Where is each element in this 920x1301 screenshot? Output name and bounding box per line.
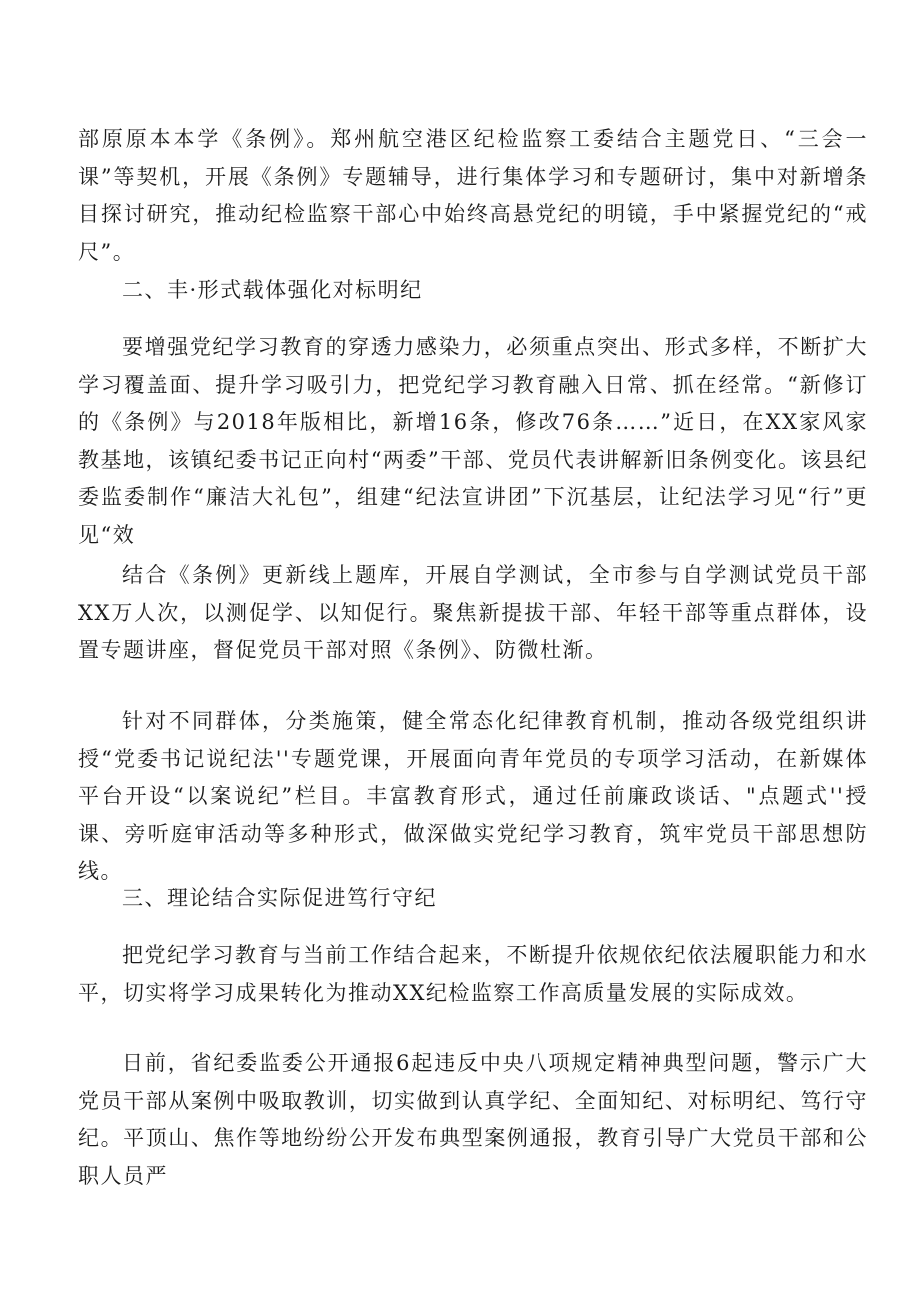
paragraph-1: 部原原本本学《条例》。郑州航空港区纪检监察工委结合主题党日、“三会一课”等契机，开展《条例》专题辅导，进行集体学习和专题研讨，集中对新增条目探讨研究，推动纪检监察干部心中始终高悬党纪的明镜，手中紧握党纪的“戒尺”。	[78, 127, 868, 264]
paragraph-4: 针对不同群体，分类施策，健全常态化纪律教育机制，推动各级党组织讲授“党委书记说纪法''专题党课，开展面向青年党员的专项学习活动，在新媒体平台开设“以案说纪”栏目。丰富教育形式，通过任前廉政谈话、"点题式''授课、旁听庭审活动等多种形式，做深做实党纪学习教育，筑牢党员干部思想防线。	[78, 709, 868, 883]
section-heading-2: 二、丰·形式载体强化对标明纪	[122, 278, 423, 302]
paragraph-3: 结合《条例》更新线上题库，开展自学测试，全市参与自学测试党员干部XX万人次，以测促学、以知促行。聚焦新提拔干部、年轻干部等重点群体，设置专题讲座，督促党员干部对照《条例》、防微杜渐。	[78, 563, 868, 662]
section-heading-3: 三、理论结合实际促进笃行守纪	[122, 886, 437, 910]
paragraph-6: 日前，省纪委监委公开通报6起违反中央八项规定精神典型问题，警示广大党员干部从案例中吸取教训，切实做到认真学纪、全面知纪、对标明纪、笃行守纪。平顶山、焦作等地纷纷公开发布典型案例通报，教育引导广大党员干部和公职人员严	[78, 1051, 868, 1188]
paragraph-2: 要增强党纪学习教育的穿透力感染力，必须重点突出、形式多样，不断扩大学习覆盖面、提升学习吸引力，把党纪学习教育融入日常、抓在经常。“新修订的《条例》与2018年版相比，新增16条，修改76条……”近日，在XX家风家教基地，该镇纪委书记正向村“两委”干部、党员代表讲解新旧条例变化。该县纪委监委制作“廉洁大礼包”，组建“纪法宣讲团”下沉基层，让纪法学习见“行”更见“效	[78, 335, 868, 547]
paragraph-5: 把党纪学习教育与当前工作结合起来，不断提升依规依纪依法履职能力和水平，切实将学习成果转化为推动XX纪检监察工作高质量发展的实际成效。	[78, 943, 868, 1005]
